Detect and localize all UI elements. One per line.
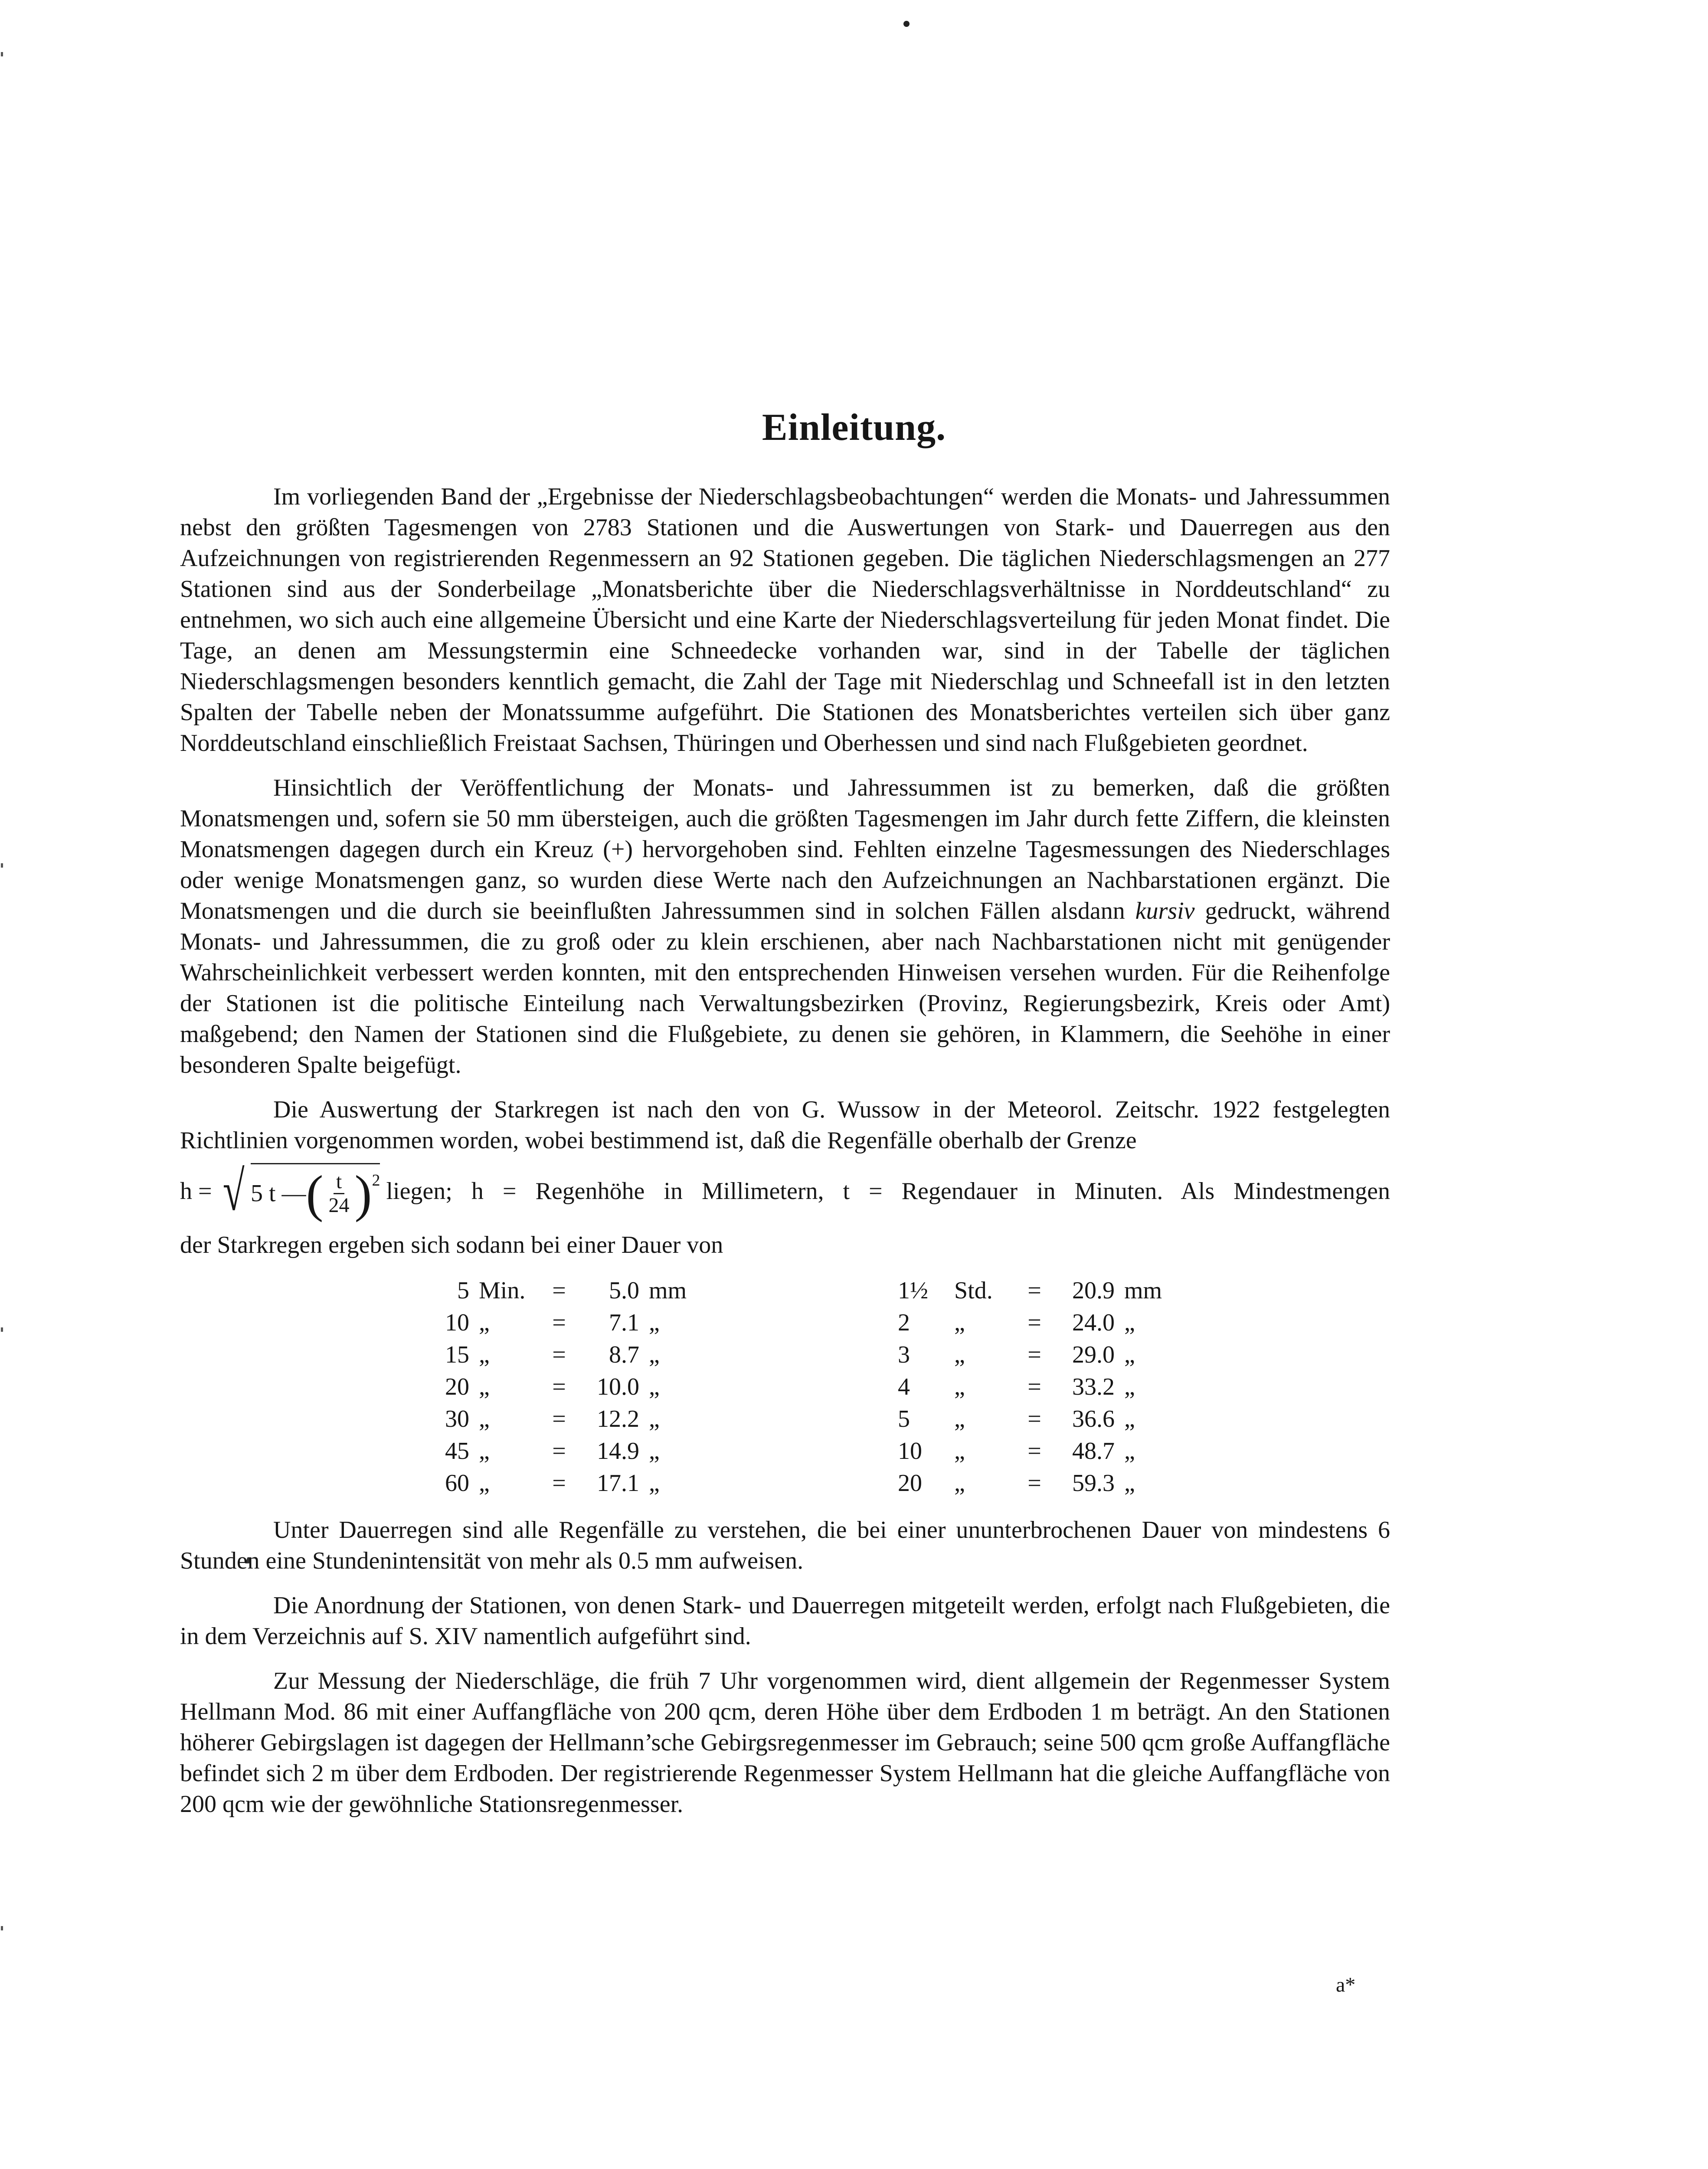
scan-edge-mark xyxy=(1,1926,3,1930)
unit-cell: „ xyxy=(479,1470,490,1497)
formula-explanation: liegen; h = Regenhöhe in Millimetern, t = Regendauer in Minuten. Als Mindestmengen xyxy=(386,1177,1390,1205)
mm-unit-cell: „ xyxy=(649,1438,660,1465)
table-column-minutes xyxy=(416,1275,697,1499)
scan-edge-mark xyxy=(1,52,3,56)
table-row xyxy=(898,1371,1172,1403)
formula-line xyxy=(180,1159,1390,1224)
table-row xyxy=(898,1307,1172,1339)
formula-radicand xyxy=(251,1163,380,1220)
amount-cell: 17.1 xyxy=(597,1470,639,1497)
duration-cell: 2 xyxy=(898,1309,910,1336)
amount-cell: 24.0 xyxy=(1072,1309,1115,1336)
amount-cell: 59.3 xyxy=(1072,1470,1115,1497)
formula-lhs: h = xyxy=(180,1177,212,1205)
unit-cell: „ xyxy=(954,1373,965,1400)
mm-unit-cell: „ xyxy=(1124,1309,1135,1336)
minimum-amounts-table xyxy=(180,1275,1390,1500)
duration-cell: 10 xyxy=(898,1438,922,1465)
table-row xyxy=(416,1307,697,1339)
amount-cell: 20.9 xyxy=(1072,1277,1115,1304)
paragraph-text: Hinsichtlich der Veröffentlichung der Monats- und Jahressummen ist zu bemerken, daß die größten Monatsmengen und, sofern sie 50 mm übersteigen, auch die größten Tagesmengen im Jahr durch fette Ziffern, die kleinsten Monatsmengen dagegen durch ein Kreuz (+) hervorgehoben sind. Fehlten einzelne Tagesmessungen des Niederschlages oder wenige Monatsmengen ganz, so wurden diese Werte nach den Aufzeichnungen an Nachbarstationen ergänzt. Die Monatsmengen und die durch sie beeinflußten Jahressummen sind in solchen Fällen alsdann xyxy=(180,774,1390,924)
duration-cell: 20 xyxy=(445,1373,469,1400)
equals-cell: = xyxy=(1027,1373,1041,1400)
unit-cell: „ xyxy=(954,1309,965,1336)
table-column-hours xyxy=(898,1275,1172,1499)
table-row xyxy=(416,1403,697,1435)
amount-cell: 33.2 xyxy=(1072,1373,1115,1400)
page-mark-dot xyxy=(903,21,910,27)
fraction-denominator: 24 xyxy=(328,1194,350,1217)
paragraph-starkregen: Die Auswertung der Starkregen ist nach den von G. Wussow in der Meteorol. Zeitschr. 1922 festgelegten Richtlinien vorgenommen worden, wobei bestimmend ist, daß die Regenfälle oberhalb der Grenze xyxy=(180,1096,1390,1154)
amount-cell: 48.7 xyxy=(1072,1438,1115,1465)
equals-cell: = xyxy=(1027,1309,1041,1336)
square-root-sign: √ xyxy=(222,1160,245,1222)
duration-cell: 15 xyxy=(445,1341,469,1368)
amount-cell: 36.6 xyxy=(1072,1406,1115,1432)
unit-cell: „ xyxy=(479,1373,490,1400)
mm-unit-cell: mm xyxy=(1124,1277,1162,1304)
duration-cell: 4 xyxy=(898,1373,910,1400)
mm-unit-cell: „ xyxy=(1124,1470,1135,1497)
paragraph-station-order: Die Anordnung der Stationen, von denen Stark- und Dauerregen mitgeteilt werden, erfolgt nach Flußgebieten, die in dem Verzeichnis auf S. XIV namentlich aufgeführt sind. xyxy=(180,1592,1390,1650)
equals-cell: = xyxy=(552,1341,566,1368)
unit-cell: „ xyxy=(954,1438,965,1465)
formula-exponent: 2 xyxy=(372,1171,380,1189)
document-body xyxy=(180,482,1390,1834)
paragraph-dauerregen: Unter Dauerregen sind alle Regenfälle zu verstehen, die bei einer ununterbrochenen Dauer von mindestens 6 Stunden eine Stundenintensität von mehr als 0.5 mm aufweisen. xyxy=(180,1517,1390,1574)
formula-term: 5 t — xyxy=(250,1180,306,1207)
paragraph-measurement: Zur Messung der Niederschläge, die früh 7 Uhr vorgenommen wird, dient allgemein der Regenmesser System Hellmann Mod. 86 mit einer Auffangfläche von 200 qcm, deren Höhe über dem Erdboden 1 m beträgt. An den Stationen höherer Gebirgslagen ist dagegen der Hellmann’sche Gebirgsregenmesser im Gebrauch; seine 500 qcm große Auffangfläche befindet sich 2 m über dem Erdboden. Der registrierende Regenmesser System Hellmann hat die gleiche Auffangfläche von 200 qcm wie der gewöhnliche Stationsregenmesser. xyxy=(180,1668,1390,1818)
paragraph-text: gedruckt, während Monats- und Jahressummen, die zu groß oder zu klein erschienen, aber nach Nachbarstationen nicht mit genügender Wahrscheinlichkeit verbessert werden konnten, mit den entsprechenden Hinweisen versehen wurden. Für die Reihenfolge der Stationen ist die politische Einteilung nach Verwaltungsbezirken (Provinz, Regierungsbezirk, Kreis oder Amt) maßgebend; den Namen der Stationen sind die Flußgebiete, zu denen sie gehören, in Klammern, die Seehöhe in einer besonderen Spalte beigefügt. xyxy=(180,898,1391,1078)
amount-cell: 10.0 xyxy=(597,1373,639,1400)
unit-cell: „ xyxy=(954,1341,965,1368)
formula-fraction xyxy=(326,1170,352,1217)
duration-cell: 30 xyxy=(445,1406,469,1432)
paragraph-intro: Im vorliegenden Band der „Ergebnisse der Niederschlagsbeobachtungen“ werden die Monats- und Jahressummen nebst den größten Tagesmengen von 2783 Stationen und die Auswertungen von Stark- und Dauerregen aus den Aufzeichnungen von registrierenden Regenmessern an 92 Stationen gegeben. Die täglichen Niederschlagsmengen an 277 Stationen sind aus der Sonderbeilage „Monatsberichte über die Niederschlagsverhältnisse in Norddeutschland“ zu entnehmen, wo sich auch eine allgemeine Übersicht und eine Karte der Niederschlagsverteilung für jeden Monat findet. Die Tage, an denen am Messungstermin eine Schneedecke vorhanden war, sind in der Tabelle der täglichen Niederschlagsmengen besonders kenntlich gemacht, die Zahl der Tage mit Niederschlag und Schneefall ist in den letzten Spalten der Tabelle neben der Monatssumme aufgeführt. Die Stationen des Monatsberichtes verteilen sich über ganz Norddeutschland einschließlich Freistaat Sachsen, Thüringen und Oberhessen und sind nach Flußgebieten geordnet. xyxy=(180,483,1390,757)
equals-cell: = xyxy=(1027,1470,1041,1497)
right-paren: ) xyxy=(354,1164,372,1222)
duration-cell: 20 xyxy=(898,1470,922,1497)
equals-cell: = xyxy=(552,1309,566,1336)
table-row xyxy=(898,1339,1172,1371)
threshold-formula xyxy=(218,1160,380,1222)
table-row xyxy=(416,1467,697,1499)
amount-cell: 7.1 xyxy=(609,1309,639,1336)
equals-cell: = xyxy=(1027,1341,1041,1368)
equals-cell: = xyxy=(1027,1438,1041,1465)
duration-cell: 5 xyxy=(898,1406,910,1432)
amount-cell: 14.9 xyxy=(597,1438,639,1465)
mm-unit-cell: mm xyxy=(649,1277,687,1304)
amount-cell: 12.2 xyxy=(597,1406,639,1432)
scan-edge-mark xyxy=(1,863,3,868)
duration-cell: 5 xyxy=(457,1277,469,1304)
table-row xyxy=(416,1275,697,1307)
table-row xyxy=(898,1435,1172,1467)
duration-cell: 10 xyxy=(445,1309,469,1336)
amount-cell: 8.7 xyxy=(609,1341,639,1368)
mm-unit-cell: „ xyxy=(649,1341,660,1368)
equals-cell: = xyxy=(552,1438,566,1465)
equals-cell: = xyxy=(552,1470,566,1497)
unit-cell: Min. xyxy=(479,1277,526,1304)
amount-cell: 29.0 xyxy=(1072,1341,1115,1368)
paragraph-publication-notes xyxy=(180,773,1390,1081)
table-row xyxy=(416,1339,697,1371)
mm-unit-cell: „ xyxy=(1124,1406,1135,1432)
unit-cell: „ xyxy=(479,1406,490,1432)
duration-cell: 60 xyxy=(445,1470,469,1497)
mm-unit-cell: „ xyxy=(1124,1341,1135,1368)
unit-cell: Std. xyxy=(954,1277,993,1304)
table-row xyxy=(898,1403,1172,1435)
mm-unit-cell: „ xyxy=(649,1373,660,1400)
equals-cell: = xyxy=(1027,1406,1041,1432)
amount-cell: 5.0 xyxy=(609,1277,639,1304)
paragraph-starkregen-end: der Starkregen ergeben sich sodann bei einer Dauer von xyxy=(180,1232,723,1258)
unit-cell: „ xyxy=(479,1309,490,1336)
table-row xyxy=(416,1435,697,1467)
page-title: Einleitung. xyxy=(762,406,946,449)
scan-edge-mark xyxy=(1,1327,3,1332)
mm-unit-cell: „ xyxy=(1124,1373,1135,1400)
unit-cell: „ xyxy=(954,1470,965,1497)
unit-cell: „ xyxy=(954,1406,965,1432)
table-row xyxy=(898,1275,1172,1307)
equals-cell: = xyxy=(1027,1277,1041,1304)
unit-cell: „ xyxy=(479,1438,490,1465)
signature-mark: a* xyxy=(1336,1973,1356,1996)
left-paren: ( xyxy=(306,1164,324,1222)
mm-unit-cell: „ xyxy=(649,1406,660,1432)
duration-cell: 3 xyxy=(898,1341,910,1368)
equals-cell: = xyxy=(552,1406,566,1432)
table-row xyxy=(898,1467,1172,1499)
mm-unit-cell: „ xyxy=(1124,1438,1135,1465)
fraction-numerator: t xyxy=(334,1170,344,1194)
equals-cell: = xyxy=(552,1373,566,1400)
duration-cell: 1½ xyxy=(898,1277,928,1304)
equals-cell: = xyxy=(552,1277,566,1304)
table-row xyxy=(416,1371,697,1403)
italic-word: kursiv xyxy=(1135,898,1195,924)
unit-cell: „ xyxy=(479,1341,490,1368)
duration-cell: 45 xyxy=(445,1438,469,1465)
mm-unit-cell: „ xyxy=(649,1470,660,1497)
mm-unit-cell: „ xyxy=(649,1309,660,1336)
